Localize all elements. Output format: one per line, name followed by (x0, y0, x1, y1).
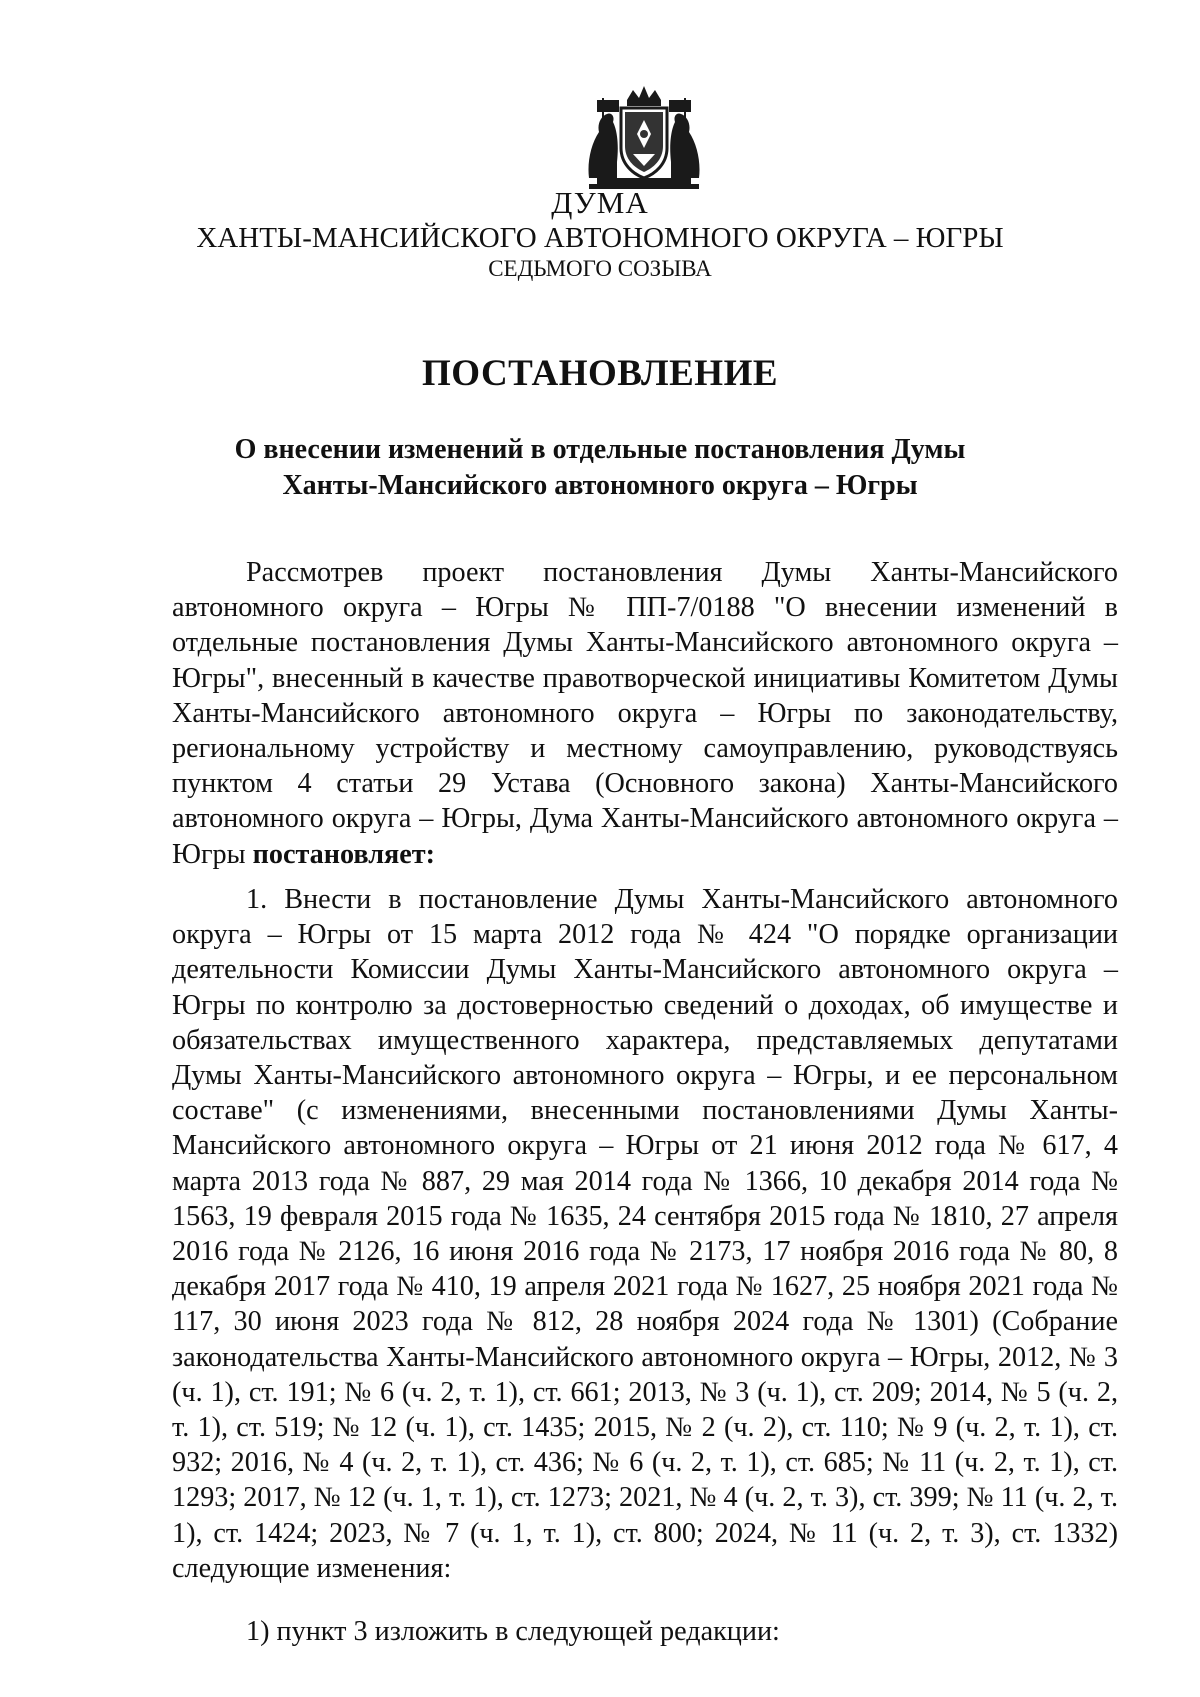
issuer-region: ХАНТЫ-МАНСИЙСКОГО АВТОНОМНОГО ОКРУГА – ЮГРЫ (196, 222, 1004, 254)
document-type: ПОСТАНОВЛЕНИЕ (421, 353, 779, 394)
item-1-text: 1. Внести в постановление Думы Ханты-Мансийского автономного округа – Югры от 15 марта 2012 года № 424 "О порядке организации деятельности Комиссии Думы Ханты-Мансийского автономного округа – Югры по контролю за достоверностью сведений о доходах, об имуществе и обязательствах имущественного характера, представляемых депутатами Думы Ханты-Мансийского автономного округа – Югры, и ее персональном составе" (с изменениями, внесенными постановлениями Думы Ханты-Мансийского автономного округа – Югры от 21 июня 2012 года № 617, 4 марта 2013 года № 887, 29 мая 2014 года № 1366, 10 декабря 2014 года № 1563, 19 февраля 2015 года № 1635, 24 сентября 2015 года № 1810, 27 апреля 2016 года № 2126, 16 июня 2016 года № 2173, 17 ноября 2016 года № 80, 8 декабря 2017 года № 410, 19 апреля 2021 года № 1627, 25 ноября 2021 года № 117, 30 июня 2023 года № 812, 28 ноября 2024 года № 1301) (Собрание законодательства Ханты-Мансийского автономного округа – Югры, 2012, № 3 (ч. 1), ст. 191; № 6 (ч. 2, т. 1), ст. 661; 2013, № 3 (ч. 1), ст. 209; 2014, № 5 (ч. 2, т. 1), ст. 519; № 12 (ч. 1), ст. 1435; 2015, № 2 (ч. 2), ст. 110; № 9 (ч. 2, т. 1), ст. 932; 2016, № 4 (ч. 2, т. 1), ст. 436; № 6 (ч. 2, т. 1), ст. 685; № 11 (ч. 2, т. 1), ст. 1293; 2017, № 12 (ч. 1, т. 1), ст. 1273; 2021, № 4 (ч. 2, т. 3), ст. 399; № 11 (ч. 2, т. 1), ст. 1424; 2023, № 7 (ч. 1, т. 1), ст. 800; 2024, № 11 (ч. 2, т. 3), ст. 1332) следующие изменения: (172, 884, 1118, 1584)
subitem-1-paragraph (172, 1614, 1118, 1649)
preamble-text: Рассмотрев проект постановления Думы Ханты-Мансийского автономного округа – Югры № ПП-7/0188 "О внесении изменений в отдельные постановления Думы Ханты-Мансийского автономного округа – Югры", внесенный в качестве правотворческой инициативы Комитетом Думы Ханты-Мансийского автономного округа – Югры по законодательству, региональному устройству и местному самоуправлению, руководствуясь пунктом 4 статьи 29 Устава (Основного закона) Ханты-Мансийского автономного округа – Югры, Дума Ханты-Мансийского автономного округа – Югры (172, 557, 1118, 870)
document-title (0, 432, 1200, 504)
document-title-line-1: О внесении изменений в отдельные постановления Думы (234, 434, 966, 465)
item-1-paragraph (172, 882, 1118, 1586)
preamble-paragraph (172, 555, 1118, 872)
issuer-convocation: СЕДЬМОГО СОЗЫВА (488, 256, 712, 281)
issuer-name: ДУМА (551, 185, 649, 220)
issuer-header (0, 186, 1200, 283)
coat-of-arms-emblem (583, 82, 705, 192)
preamble-resolves: постановляет: (252, 838, 436, 870)
document-title-line-2: Ханты-Мансийского автономного округа – Югры (282, 470, 918, 501)
subitem-1-text: 1) пункт 3 изложить в следующей редакции: (246, 1616, 780, 1647)
